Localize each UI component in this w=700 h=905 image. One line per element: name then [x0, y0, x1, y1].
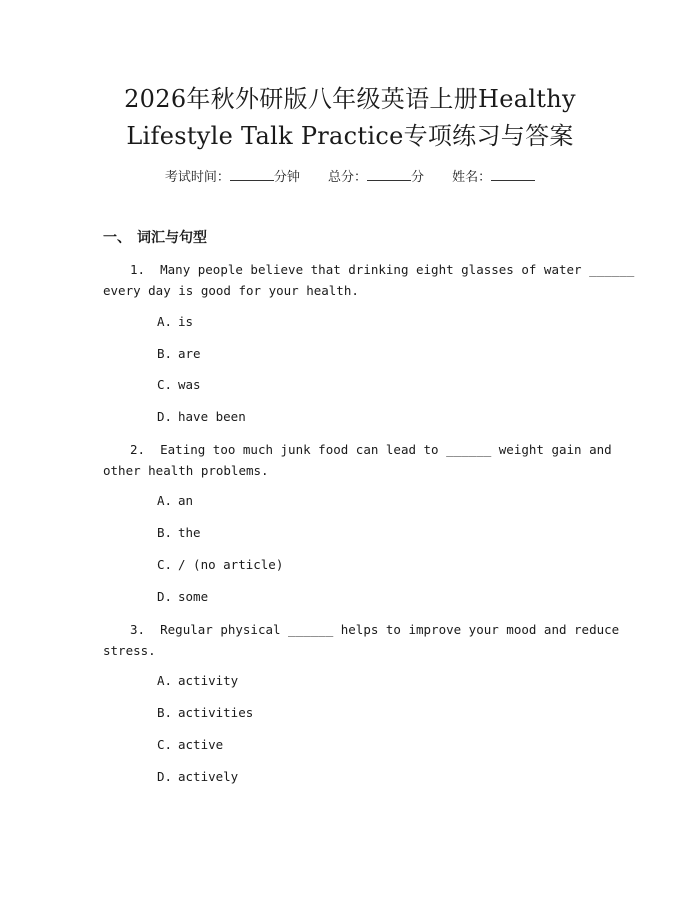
question-3-number: 3. [130, 622, 146, 637]
option-label: D. [157, 769, 173, 784]
question-3 [103, 619, 620, 661]
section-number: 一、 [103, 230, 131, 246]
question-3-option-b[interactable] [157, 703, 253, 723]
question-2-text-2: other health problems. [103, 463, 269, 478]
question-3-text-1: Regular physical ______ helps to improve your mood and reduce [160, 622, 620, 637]
option-text: are [178, 346, 201, 361]
option-text: is [178, 314, 194, 329]
question-1-text-2: every day is good for your health. [103, 283, 359, 298]
section-heading [103, 228, 207, 248]
question-3-option-c[interactable] [157, 735, 223, 755]
student-name-label: 姓名： [452, 170, 492, 185]
option-text: the [178, 525, 201, 540]
question-1-option-c[interactable] [157, 375, 201, 395]
question-1 [103, 259, 635, 301]
page-title-line-1: 2026年秋外研版八年级英语上册Healthy [124, 85, 576, 113]
total-score-blank [367, 167, 411, 181]
question-2-option-b[interactable] [157, 523, 201, 543]
question-3-line-1 [103, 619, 620, 640]
question-1-option-b[interactable] [157, 344, 201, 364]
option-text: have been [178, 409, 246, 424]
option-label: A. [157, 493, 173, 508]
total-score-label: 总分： [327, 170, 367, 185]
question-1-number: 1. [130, 262, 146, 277]
question-3-option-a[interactable] [157, 671, 238, 691]
total-score-unit: 分 [411, 170, 425, 185]
section-title: 词汇与句型 [137, 230, 207, 246]
option-label: D. [157, 589, 173, 604]
option-label: B. [157, 525, 173, 540]
option-text: was [178, 377, 201, 392]
option-label: B. [157, 705, 173, 720]
option-text: activities [178, 705, 254, 720]
option-label: B. [157, 346, 173, 361]
total-score-field [328, 167, 424, 188]
question-1-option-d[interactable] [157, 407, 246, 427]
exam-time-label: 考试时间： [164, 170, 230, 185]
question-2-option-a[interactable] [157, 491, 193, 511]
student-name-field [452, 167, 535, 188]
student-name-blank [491, 167, 535, 181]
option-text: / (no article) [178, 557, 284, 572]
question-2 [103, 439, 612, 481]
option-label: C. [157, 737, 173, 752]
option-label: D. [157, 409, 173, 424]
option-text: an [178, 493, 194, 508]
question-1-option-a[interactable] [157, 312, 193, 332]
option-text: actively [178, 769, 239, 784]
question-3-text-2: stress. [103, 643, 156, 658]
option-text: some [178, 589, 209, 604]
option-label: A. [157, 314, 173, 329]
exam-time-blank [230, 167, 274, 181]
question-3-option-d[interactable] [157, 767, 238, 787]
question-1-line-1 [103, 259, 635, 280]
question-2-option-d[interactable] [157, 587, 208, 607]
option-text: activity [178, 673, 239, 688]
page-title-line-2: Lifestyle Talk Practice专项练习与答案 [126, 122, 574, 150]
exam-info-bar [0, 167, 700, 188]
exam-time-field [165, 167, 300, 188]
option-text: active [178, 737, 224, 752]
exam-time-unit: 分钟 [273, 170, 300, 185]
option-label: A. [157, 673, 173, 688]
question-2-line-1 [103, 439, 612, 460]
question-1-text-1: Many people believe that drinking eight glasses of water ______ [160, 262, 635, 277]
question-2-option-c[interactable] [157, 555, 283, 575]
option-label: C. [157, 377, 173, 392]
question-2-text-1: Eating too much junk food can lead to ______ weight gain and [160, 442, 612, 457]
question-2-number: 2. [130, 442, 146, 457]
option-label: C. [157, 557, 173, 572]
